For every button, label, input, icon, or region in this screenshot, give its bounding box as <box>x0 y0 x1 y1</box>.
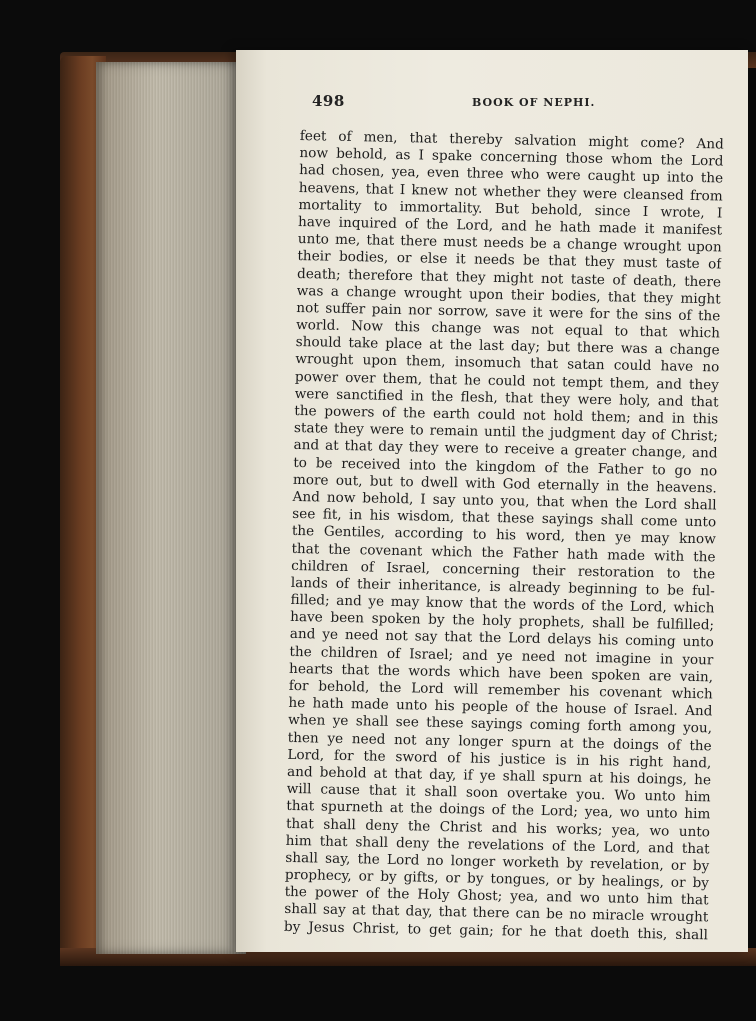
text-line: world. Now this change was not equal to that which <box>295 317 721 342</box>
text-line: see fit, in his wisdom, that these sayings shall come unto <box>292 506 717 531</box>
text-line: wrought upon them, insomuch that satan could have no <box>295 351 720 376</box>
text-line: that spurneth at the doings of the Lord; yea, wo unto him <box>286 798 711 823</box>
running-head: BOOK OF NEPHI. <box>472 96 596 109</box>
text-line: hearts that the words which have been spoken are vain, <box>288 660 714 686</box>
text-line: he hath made unto his people of the house of Israel. And <box>288 695 713 720</box>
text-line: now behold, as I spake concerning those whom the Lord <box>299 145 724 170</box>
text-line: to be received into the kingdom of the Father to go no <box>293 454 718 480</box>
stacked-page-edges <box>96 62 246 954</box>
text-line: for behold, the Lord will remember his covenant which <box>288 677 713 703</box>
body-text <box>284 128 724 944</box>
text-line: then ye need not any longer spurn at the doings of the <box>287 729 712 754</box>
text-line: and at that day they were to receive a greater change, and <box>293 437 718 462</box>
text-line: more out, but to dwell with God eternally in the heavens. <box>292 471 718 497</box>
text-line: their bodies, or else it needs be that they must taste of <box>297 248 722 273</box>
text-line: will cause that it shall soon overtake you. Wo unto him <box>286 780 711 806</box>
text-line: Lord, for the sword of his justice is in his right hand, <box>287 746 712 772</box>
text-line: should take place at the last day; but there was a change <box>295 334 720 359</box>
text-line: unto me, that there must needs be a change wrought upon <box>297 231 722 256</box>
text-line: the children of Israel; and ye need not imagine in your <box>289 643 714 669</box>
text-line: filled; and ye may know that the words of the Lord, which <box>290 591 715 617</box>
book-page <box>236 50 748 952</box>
text-line: that shall deny the Christ and his works; yea, wo unto <box>285 815 711 840</box>
text-line: was a change wrought upon their bodies, that they might <box>296 282 721 308</box>
text-line: heavens, that I knew not whether they were cleansed from <box>298 179 723 205</box>
text-line: children of Israel, concerning their restoration to the <box>291 557 716 583</box>
text-line: shall say, the Lord no longer worketh by revelation, or by <box>285 849 710 875</box>
text-line: by Jesus Christ, to get gain; for he that doeth this, shall <box>283 918 709 943</box>
text-line: have been spoken by the holy prophets, shall be fulfilled; <box>290 609 715 634</box>
text-line: state they were to remain until the judgment day of Christ; <box>293 420 719 445</box>
text-line: lands of their inheritance, is already beginning to be ful- <box>290 574 715 600</box>
text-line: prophecy, or by gifts, or by tongues, or by healings, or by <box>284 866 710 892</box>
text-line: feet of men, that thereby salvation might come? And <box>299 128 724 153</box>
page-number: 498 <box>312 92 345 110</box>
text-line: and ye need not say that the Lord delays his coming unto <box>289 626 714 651</box>
text-line: and behold at that day, if ye shall spurn at his doings, he <box>286 763 712 789</box>
page-header <box>312 92 742 112</box>
text-line: mortality to immortality. But behold, since I wrote, I <box>298 196 723 222</box>
text-line: when ye shall see these sayings coming forth among you, <box>287 712 713 737</box>
text-line: the powers of the earth could not hold them; and in this <box>294 402 719 428</box>
text-line: death; therefore that they might not taste of death, there <box>296 265 722 290</box>
text-line: him that shall deny the revelations of the Lord, and that <box>285 832 710 858</box>
text-line: were sanctified in the flesh, that they were holy, and that <box>294 385 719 411</box>
text-line: have inquired of the Lord, and he hath made it manifest <box>297 213 723 239</box>
text-line: that the covenant which the Father hath made with the <box>291 540 716 565</box>
text-line: had chosen, yea, even three who were caught up into the <box>298 162 724 187</box>
text-line: shall say at that day, that there can be no miracle wrought <box>284 901 709 926</box>
text-line: not suffer pain nor sorrow, save it were for the sins of the <box>296 299 721 325</box>
text-line: And now behold, I say unto you, that when the Lord shall <box>292 488 717 514</box>
text-line: the Gentiles, according to his word, then ye may know <box>291 523 716 548</box>
text-line: the power of the Holy Ghost; yea, and wo unto him that <box>284 884 709 909</box>
text-line: power over them, that he could not tempt them, and they <box>294 368 720 394</box>
